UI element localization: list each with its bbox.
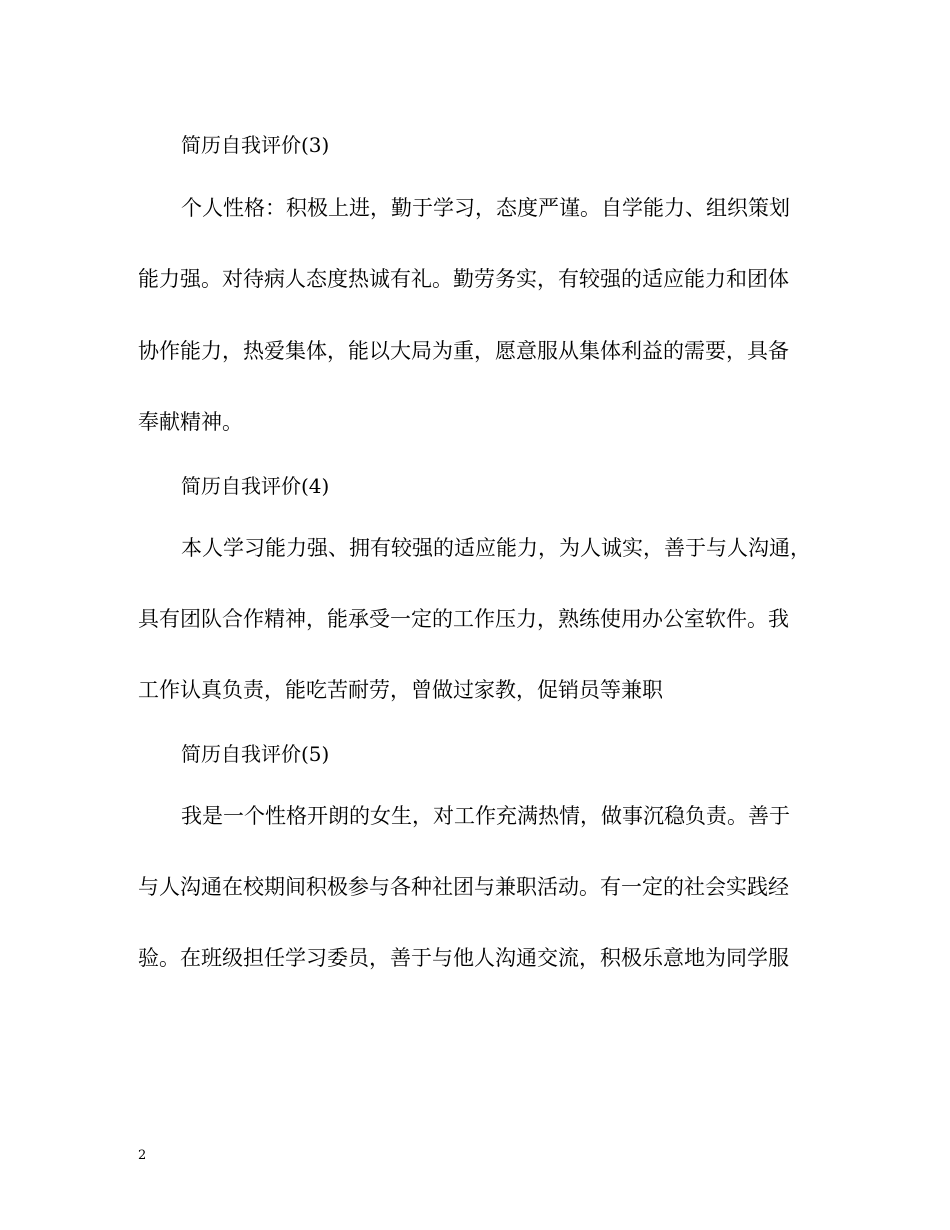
paragraph-line: 验。在班级担任学习委员，善于与他人沟通交流，积极乐意地为同学服	[138, 946, 789, 970]
page-number: 2	[138, 1148, 147, 1163]
paragraph-line: 奉献精神。	[138, 410, 243, 434]
paragraph-line: 与人沟通在校期间积极参与各种社团与兼职活动。有一定的社会实践经	[138, 875, 789, 899]
paragraph-line: 具有团队合作精神，能承受一定的工作压力，熟练使用办公室软件。我	[138, 607, 789, 631]
section-heading-5: 简历自我评价(5)	[181, 742, 330, 766]
paragraph-line: 个人性格：积极上进，勤于学习，态度严谨。自学能力、组织策划	[181, 196, 790, 220]
paragraph-line: 工作认真负责，能吃苦耐劳，曾做过家教，促销员等兼职	[138, 678, 663, 702]
paragraph-line: 我是一个性格开朗的女生，对工作充满热情，做事沉稳负责。善于	[181, 804, 790, 828]
paragraph-line: 协作能力，热爱集体，能以大局为重，愿意服从集体利益的需要，具备	[138, 339, 789, 363]
section-heading-3: 简历自我评价(3)	[181, 133, 330, 157]
section-heading-4: 简历自我评价(4)	[181, 474, 330, 498]
paragraph-line: 能力强。对待病人态度热诚有礼。勤劳务实，有较强的适应能力和团体	[138, 267, 789, 291]
paragraph-line: 本人学习能力强、拥有较强的适应能力，为人诚实，善于与人沟通，	[181, 536, 811, 560]
